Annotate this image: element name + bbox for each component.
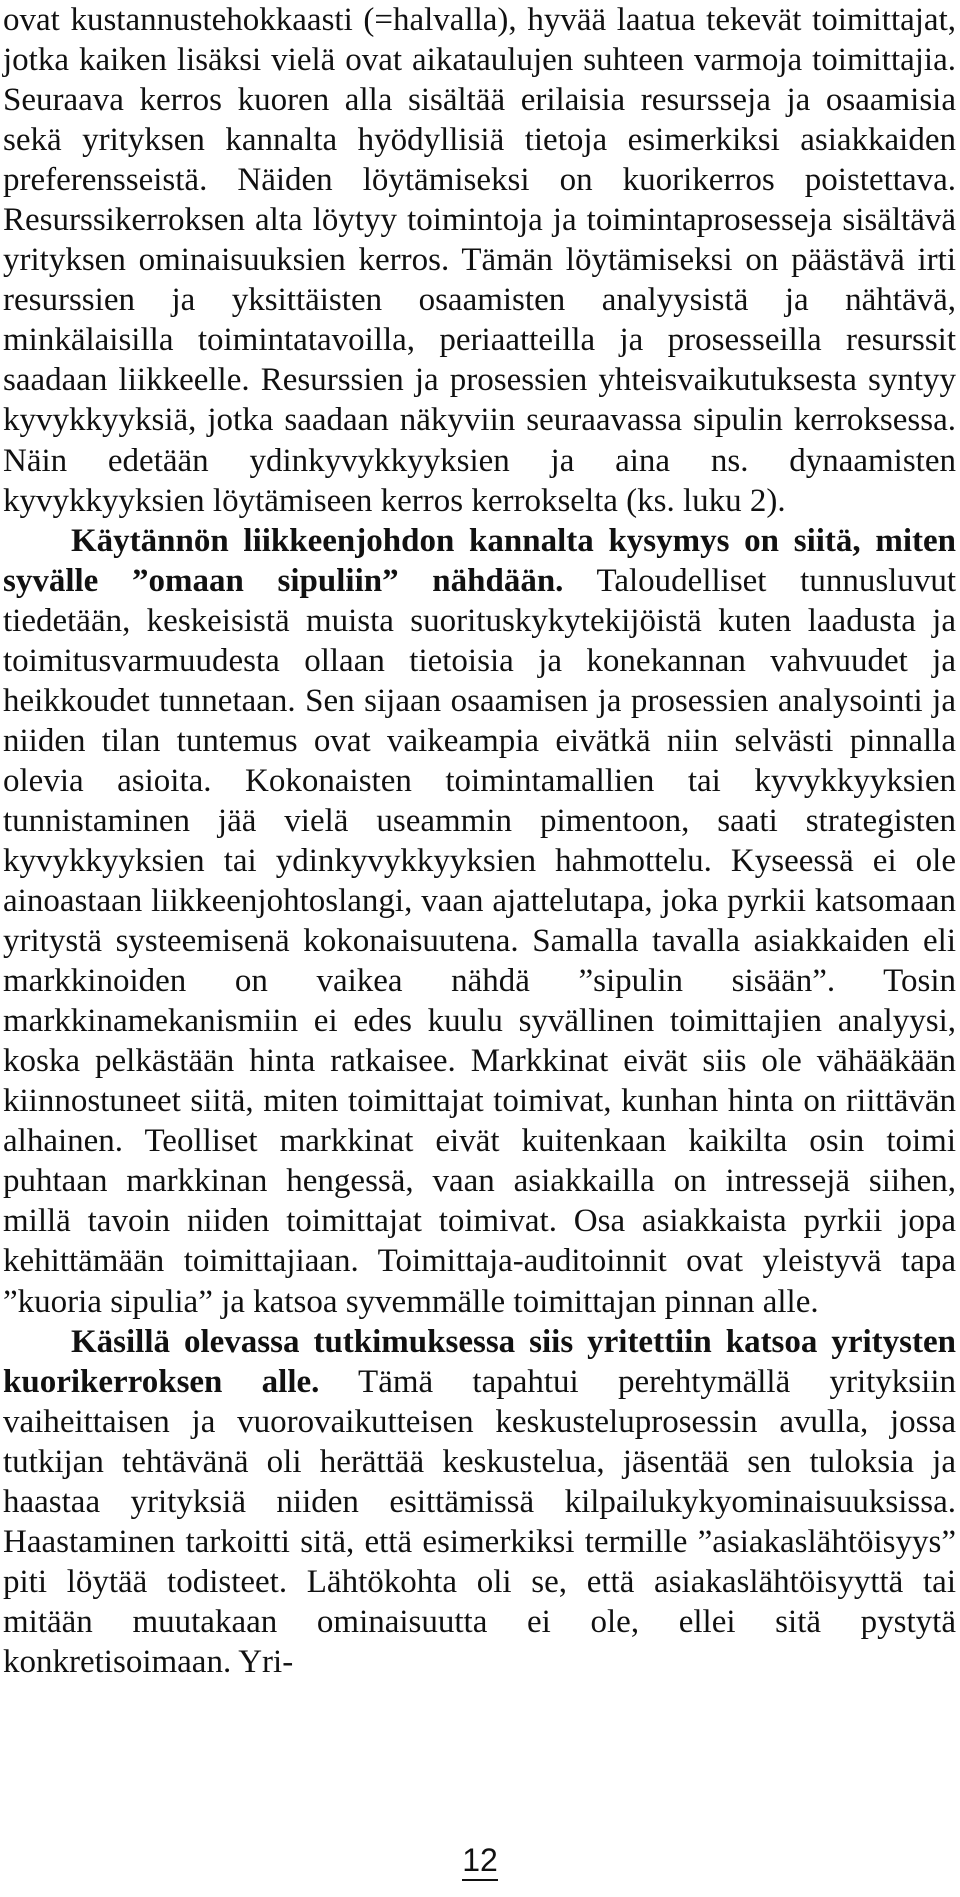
paragraph-3-text: Tämä tapahtui perehtymällä yrityksiin vaiheittaisen ja vuorovaikutteisen keskusteluprosessin avulla, jossa tutkijan tehtävänä oli herättää keskustelua, jäsentää sen tuloksia ja haastaa yrityksiä niiden esittämissä kilpailukykyominaisuuksissa. Haastaminen tarkoitti sitä, että esimerkiksi termille ”asiakaslähtöisyys” piti löytää todisteet. Lähtökohta oli se, että asiakaslähtöisyyttä tai mitään muutakaan ominaisuutta ei ole, ellei sitä pystytä konkretisoimaan. Yri- bbox=[3, 1363, 956, 1680]
page-number-label: 12 bbox=[462, 1843, 498, 1881]
paragraph-1-text: ovat kustannustehokkaasti (=halvalla), hyvää laatua tekevät toimittajat, jotka kaiken lisäksi vielä ovat aikataulujen suhteen varmoja toimittajia. Seuraava kerros kuoren alla sisältää erilaisia resursseja ja osaamisia sekä yrityksen kannalta hyödyllisiä tietoja esimerkiksi asiakkaiden preferensseistä. Näiden löytämiseksi on kuorikerros poistettava. Resurssikerroksen alta löytyy toimintoja ja toimintaprosesseja sisältävä yrityksen ominaisuuksien kerros. Tämän löytämiseksi on päästävä irti resurssien ja yksittäisten osaamisten analyysistä ja nähtävä, minkälaisilla toimintatavoilla, periaatteilla ja prosesseilla resurssit saadaan liikkeelle. Resurssien ja prosessien yhteisvaikutuksesta syntyy kyvykkyyksiä, jotka saadaan näkyviin seuraavassa sipulin kerroksessa. Näin edetään ydinkyvykkyyksien ja aina ns. dynaamisten kyvykkyyksien löytämiseen kerros kerrokselta (ks. luku 2). bbox=[3, 2, 956, 519]
paragraph-2-lead: Käytännön liikkeenjohdon kannalta kysymys on siitä, miten syvälle ”omaan sipuliin” nähdään. bbox=[3, 522, 956, 599]
paragraph-2-text: Taloudelliset tunnusluvut tiedetään, keskeisistä muista suorituskykytekijöistä kuten laadusta ja toimitusvarmuudesta ollaan tietoisia ja konekannan vahvuudet ja heikkoudet tunnetaan. Sen sijaan osaamisen ja prosessien analysointi ja niiden tilan tuntemus ovat vaikeampia eivätkä niin selvästi pinnalla olevia asioita. Kokonaisten toimintamallien tai kyvykkyyksien tunnistaminen jää vielä useammin pimentoon, saati strategisten kyvykkyyksien tai ydinkyvykkyyksien hahmottelu. Kyseessä ei ole ainoastaan liikkeenjohtoslangi, vaan ajattelutapa, joka pyrkii katsomaan yritystä systeemisenä kokonaisuutena. Samalla tavalla asiakkaiden eli markkinoiden on vaikea nähdä ”sipulin sisään”. Tosin markkinamekanismiin ei edes kuulu syvällinen toimittajien analyysi, koska pelkästään hinta ratkaisee. Markkinat eivät siis ole vähääkään kiinnostuneet siitä, miten toimittajat toimivat, kunhan hinta on riittävän alhainen. Teolliset markkinat eivät kuitenkaan kaikilta osin toimi puhtaan markkinan hengessä, vaan asiakkailla on intressejä siihen, millä tavoin niiden toimittajat toimivat. Osa asiakkaista pyrkii jopa kehittämään toimittajiaan. Toimittaja-auditoinnit ovat yleistyvä tapa ”kuoria sipulia” ja katsoa syvemmälle toimittajan pinnan alle. bbox=[3, 562, 956, 1320]
paragraph-2 bbox=[3, 521, 956, 1322]
paragraph-3 bbox=[3, 1322, 956, 1682]
page-number bbox=[0, 1840, 960, 1881]
paragraph-1 bbox=[3, 0, 956, 521]
paragraph-3-lead: Käsillä olevassa tutkimuksessa siis yritettiin katsoa yritysten kuorikerroksen alle. bbox=[3, 1323, 956, 1400]
